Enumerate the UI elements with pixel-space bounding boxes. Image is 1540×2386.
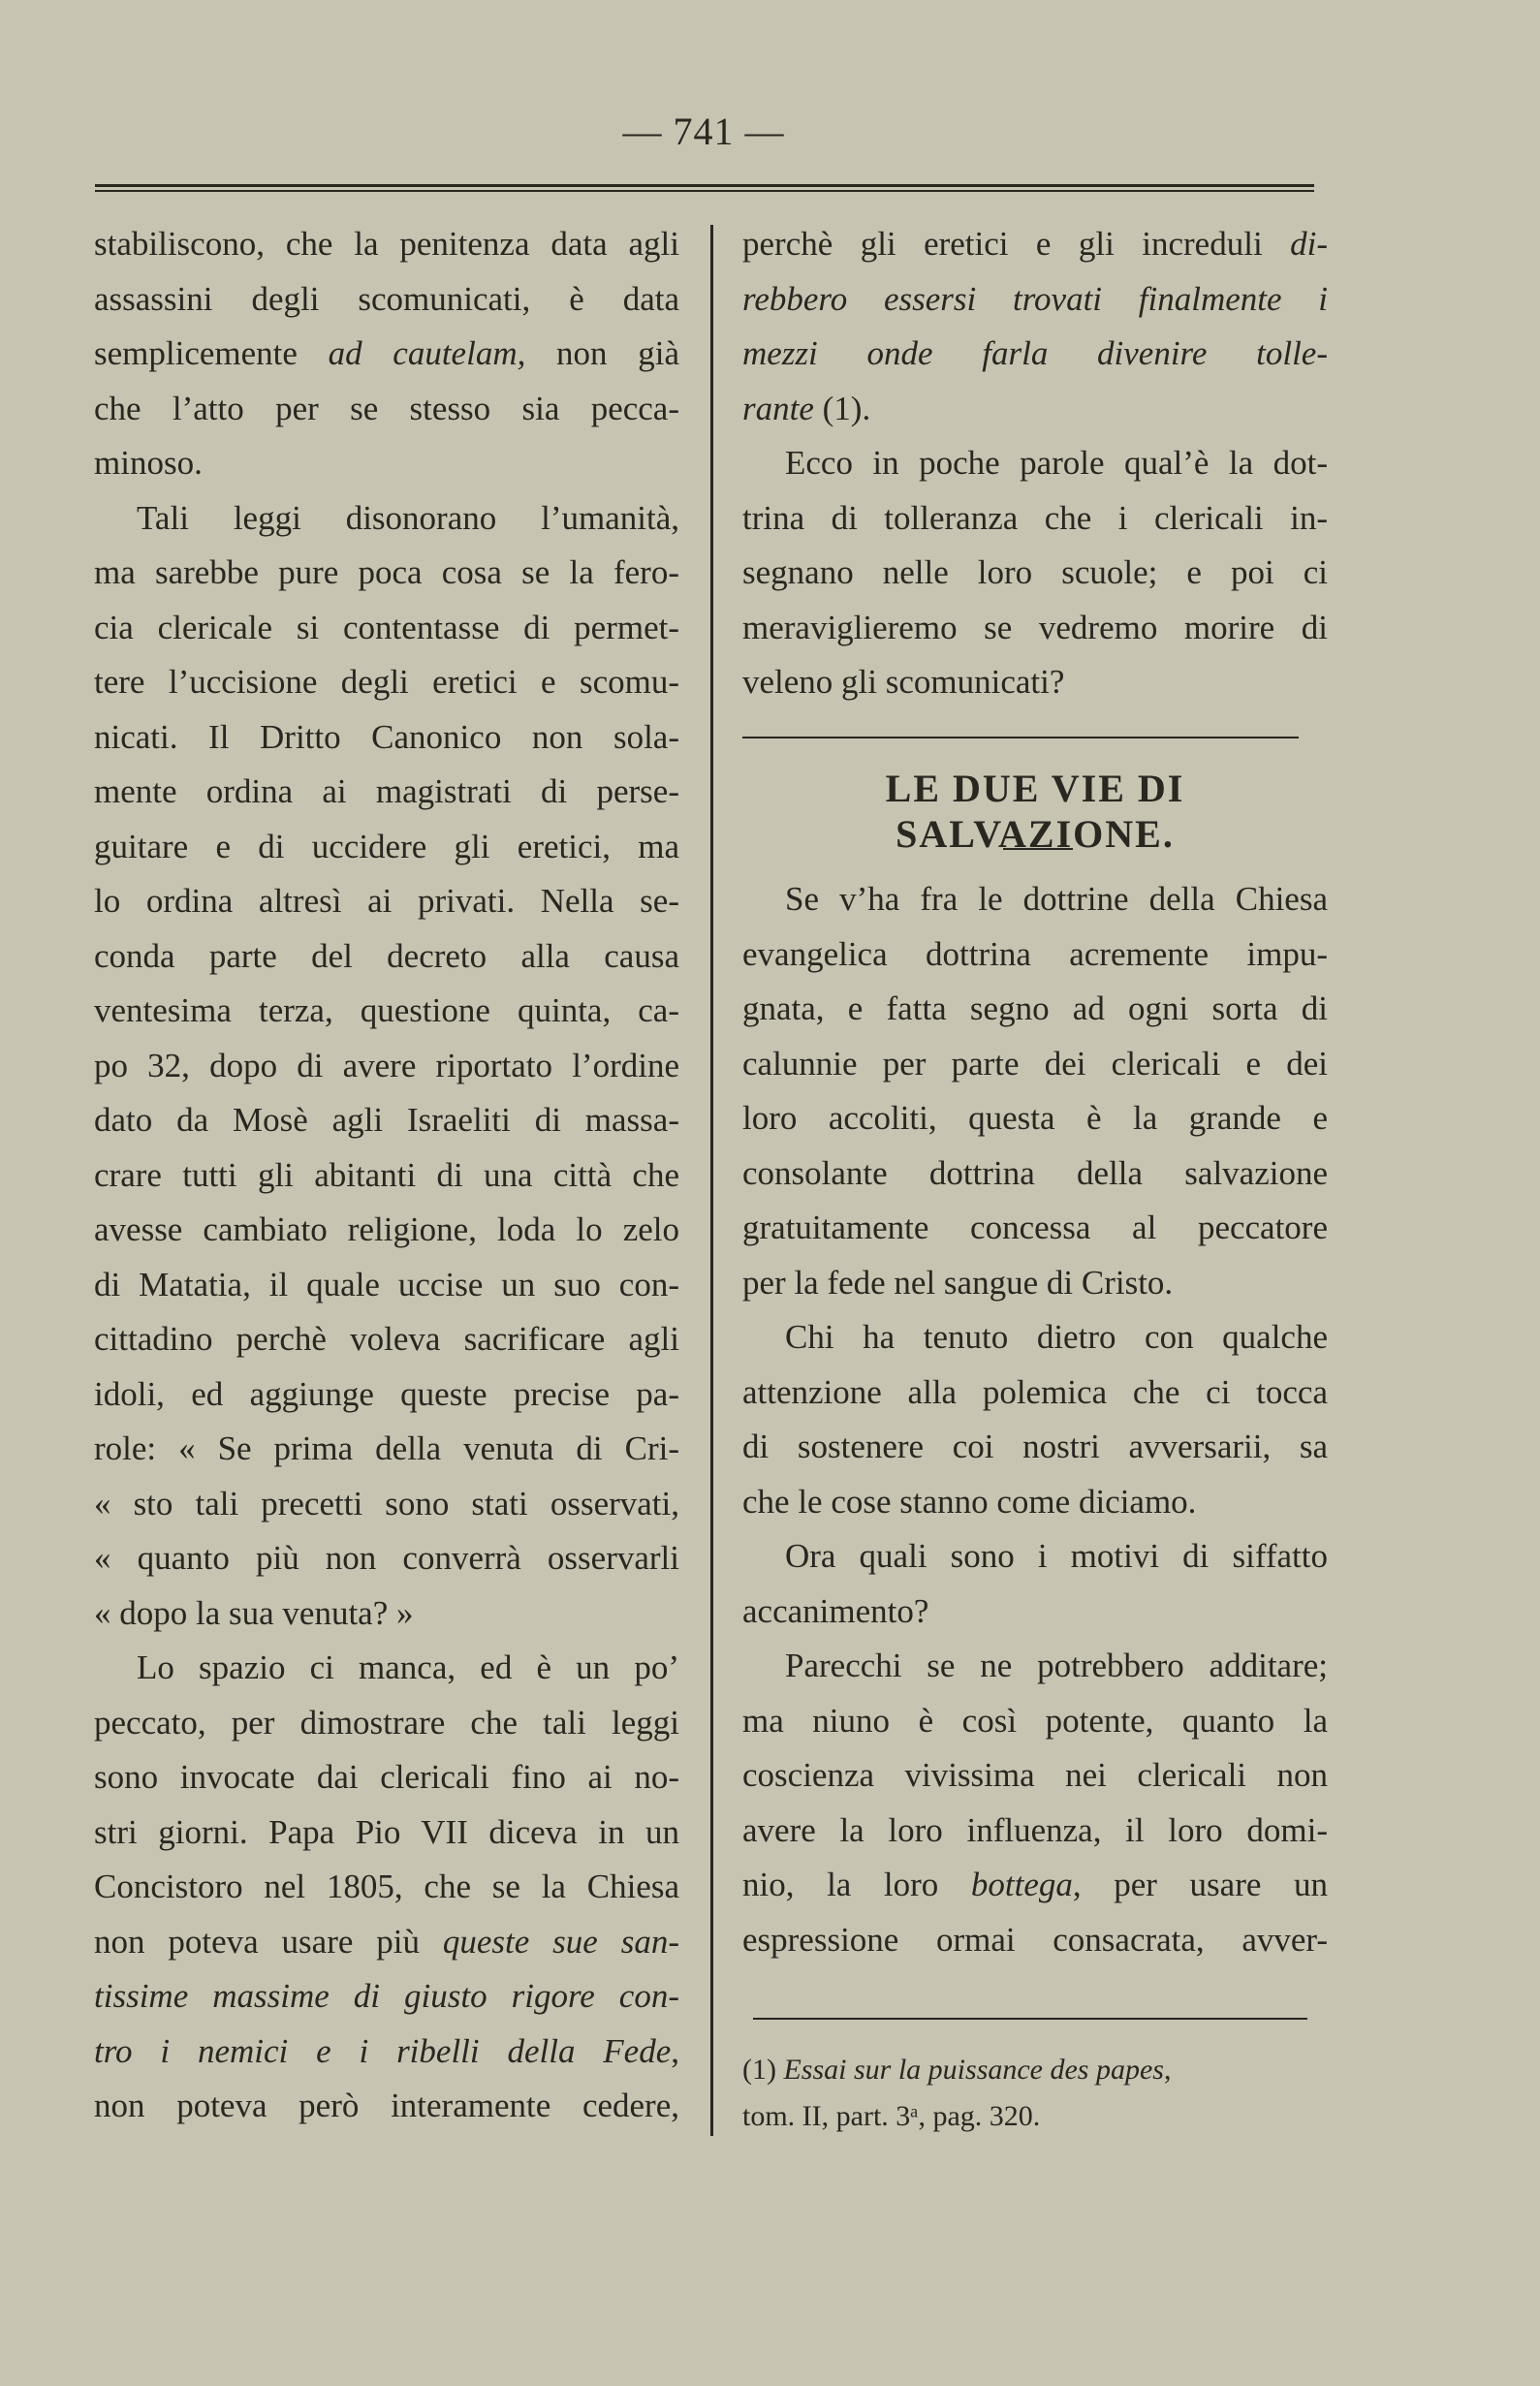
text-line: [742, 2047, 1328, 2093]
line-text: trina di tolleranza che i clericali in-: [742, 498, 1328, 537]
line-text: po 32, dopo di avere riportato l’ordine: [94, 1046, 679, 1084]
line-text: sono invocate dai clericali fino ai no-: [94, 1758, 679, 1796]
text-line: [742, 1366, 1328, 1421]
text-line: [94, 1531, 679, 1586]
line-text: ,: [1163, 2054, 1172, 2086]
text-line: [94, 436, 679, 491]
italic-text: queste sue san-: [442, 1922, 679, 1961]
line-text: che l’atto per se stesso sia pecca-: [94, 389, 679, 427]
line-text: attenzione alla polemica che ci tocca: [742, 1372, 1328, 1411]
line-text: espressione ormai consacrata, avver-: [742, 1920, 1328, 1959]
text-line: [742, 327, 1328, 382]
line-text: crare tutti gli abitanti di una città che: [94, 1155, 679, 1194]
line-text: veleno gli scomunicati?: [742, 663, 1065, 701]
text-line: [94, 1148, 679, 1204]
line-text: nicati. Il Dritto Canonico non sola-: [94, 717, 679, 756]
text-line: [742, 272, 1328, 328]
line-text: minoso.: [94, 444, 203, 482]
line-text: per la fede nel sangue di Cristo.: [742, 1263, 1174, 1302]
text-line: [94, 1039, 679, 1094]
line-text: « quanto più non converrà osservarli: [94, 1539, 679, 1577]
italic-text: tissime massime di giusto rigore con-: [94, 1977, 679, 2015]
line-text: « sto tali precetti sono stati osservati,: [94, 1484, 679, 1523]
line-text: mente ordina ai magistrati di perse-: [94, 772, 679, 810]
line-text: ma sarebbe pure poca cosa se la fero-: [94, 553, 679, 591]
text-line: [742, 1091, 1328, 1146]
text-line: [94, 2079, 679, 2134]
text-line: [742, 546, 1328, 601]
text-line: [742, 1748, 1328, 1804]
right-column-top: [742, 217, 1328, 710]
line-text: peccato, per dimostrare che tali leggi: [94, 1703, 679, 1742]
italic-text: rebbero essersi trovati finalmente i: [742, 279, 1328, 318]
line-text: non poteva usare più: [94, 1922, 443, 1961]
text-line: [742, 2093, 1328, 2140]
line-text: evangelica dottrina acremente impu-: [742, 934, 1328, 973]
text-line: [742, 601, 1328, 656]
text-line: [94, 1093, 679, 1148]
line-text: gnata, e fatta segno ad ogni sorta di: [742, 989, 1328, 1027]
section-title: LE DUE VIE DI SALVAZIONE.: [885, 767, 1185, 856]
text-line: [94, 820, 679, 875]
text-line: [94, 874, 679, 929]
text-line: [94, 1860, 679, 1915]
line-text: ,: [671, 2031, 679, 2070]
text-line: [94, 1696, 679, 1751]
text-line: [742, 655, 1328, 710]
text-line: [94, 1312, 679, 1367]
line-text: gratuitamente concessa al peccatore: [742, 1209, 1328, 1246]
text-line: [94, 272, 679, 328]
text-line: [742, 1694, 1328, 1749]
line-text: coscienza vivissima nei clericali non: [742, 1756, 1328, 1794]
line-text: Ora quali sono i motivi di siffatto: [785, 1537, 1328, 1575]
italic-text: bottega: [970, 1866, 1073, 1903]
text-line: [94, 1422, 679, 1477]
text-line: [94, 546, 679, 601]
line-text: avesse cambiato religione, loda lo zelo: [94, 1210, 679, 1248]
text-line: [94, 1750, 679, 1805]
text-line: [94, 1915, 679, 1970]
line-text: lo ordina altresì ai privati. Nella se-: [94, 882, 679, 920]
text-line: [94, 601, 679, 656]
text-line: [742, 1475, 1328, 1530]
text-line: [742, 1913, 1328, 1968]
line-text: accanimento?: [742, 1591, 929, 1630]
line-text: Se v’ha fra le dottrine della Chiesa: [785, 880, 1328, 918]
text-line: [94, 655, 679, 710]
line-text: cittadino perchè voleva sacrificare agli: [94, 1320, 679, 1358]
line-text: , per usare un: [1072, 1866, 1328, 1903]
text-line: [94, 491, 679, 547]
text-line: [742, 1529, 1328, 1585]
italic-text: di-: [1290, 225, 1328, 263]
footnote: [742, 2047, 1328, 2140]
line-text: loro accoliti, questa è la grande e: [742, 1099, 1328, 1137]
line-text: di sostenere coi nostri avversarii, sa: [742, 1428, 1328, 1465]
line-text: consolante dottrina della salvazione: [742, 1153, 1328, 1192]
section-rule-top: [742, 737, 1299, 738]
italic-text: ad cautelam,: [328, 334, 526, 372]
text-line: [94, 217, 679, 272]
text-line: [742, 1037, 1328, 1092]
italic-text: tro i nemici e i ribelli della Fede: [94, 2031, 672, 2070]
text-line: [94, 1367, 679, 1423]
line-text: che le cose stanno come diciamo.: [742, 1482, 1197, 1521]
text-line: [742, 1420, 1328, 1475]
line-text: (1).: [813, 389, 871, 427]
text-line: [742, 1256, 1328, 1311]
line-text: tom. II, part. 3ᵃ, pag. 320.: [742, 2100, 1041, 2132]
text-line: [742, 872, 1328, 927]
text-line: [742, 1639, 1328, 1694]
text-line: [94, 765, 679, 820]
text-line: [94, 382, 679, 437]
line-text: Chi ha tenuto dietro con qualche: [785, 1318, 1328, 1356]
line-text: tere l’uccisione degli eretici e scomu-: [94, 663, 679, 701]
line-text: stri giorni. Papa Pio VII diceva in un: [94, 1812, 679, 1851]
text-line: [742, 1201, 1328, 1256]
text-line: [742, 1858, 1328, 1913]
text-line: [94, 2025, 679, 2080]
text-line: [742, 491, 1328, 547]
line-text: (1): [742, 2054, 784, 2086]
text-line: [94, 1586, 679, 1642]
text-line: [742, 1804, 1328, 1859]
line-text: Ecco in poche parole qual’è la dot-: [785, 444, 1328, 482]
line-text: non già: [525, 334, 679, 372]
line-text: Parecchi se ne potrebbero additare;: [785, 1647, 1328, 1684]
right-column-bottom: [742, 872, 1328, 1967]
line-text: guitare e di uccidere gli eretici, ma: [94, 827, 679, 865]
text-line: [94, 1203, 679, 1258]
italic-text: mezzi onde farla divenire tolle-: [742, 334, 1328, 372]
text-line: [94, 327, 679, 382]
line-text: assassini degli scomunicati, è data: [94, 279, 679, 318]
text-line: [94, 984, 679, 1039]
line-text: segnano nelle loro scuole; e poi ci: [742, 553, 1328, 591]
line-text: Tali leggi disonorano l’umanità,: [137, 498, 679, 537]
line-text: Concistoro nel 1805, che se la Chiesa: [94, 1868, 679, 1905]
text-line: [742, 382, 1328, 437]
text-line: [742, 217, 1328, 272]
line-text: ventesima terza, questione quinta, ca-: [94, 991, 679, 1029]
italic-text: Essai sur la puissance des papes: [783, 2054, 1164, 2086]
line-text: ma niuno è così potente, quanto la: [742, 1701, 1328, 1740]
text-line: [94, 1477, 679, 1532]
line-text: cia clericale si contentasse di permet-: [94, 608, 679, 646]
line-text: Lo spazio ci manca, ed è un po’: [137, 1648, 679, 1686]
text-line: [742, 1310, 1328, 1366]
footnote-rule: [753, 2018, 1307, 2020]
text-line: [94, 710, 679, 766]
line-text: calunnie per parte dei clericali e dei: [742, 1044, 1328, 1083]
text-line: [742, 982, 1328, 1037]
text-line: [742, 1146, 1328, 1202]
text-line: [742, 927, 1328, 983]
left-column: [94, 217, 679, 2134]
text-line: [742, 436, 1328, 491]
italic-text: rante: [742, 389, 814, 427]
line-text: stabiliscono, che la penitenza data agli: [94, 225, 679, 263]
line-text: semplicemente: [94, 334, 329, 372]
line-text: nio, la loro: [742, 1866, 971, 1903]
line-text: conda parte del decreto alla causa: [94, 936, 679, 975]
text-line: [742, 1585, 1328, 1640]
text-line: [94, 929, 679, 985]
line-text: perchè gli eretici e gli increduli: [742, 225, 1291, 263]
page-number: — 741 —: [622, 110, 785, 153]
text-line: [94, 1969, 679, 2025]
line-text: meraviglieremo se vedremo morire di: [742, 608, 1328, 646]
header-rule: [95, 184, 1314, 192]
section-rule-short: [1003, 848, 1073, 850]
line-text: avere la loro influenza, il loro domi-: [742, 1810, 1328, 1849]
line-text: dato da Mosè agli Israeliti di massa-: [94, 1101, 679, 1139]
line-text: non poteva però interamente cedere,: [94, 2087, 679, 2124]
line-text: role: « Se prima della venuta di Cri-: [94, 1429, 679, 1467]
text-line: [94, 1641, 679, 1696]
text-line: [94, 1805, 679, 1861]
line-text: di Matatia, il quale uccise un suo con-: [94, 1265, 679, 1303]
line-text: « dopo la sua venuta? »: [94, 1593, 414, 1632]
line-text: idoli, ed aggiunge queste precise pa-: [94, 1374, 679, 1413]
column-divider: [710, 225, 713, 2136]
text-line: [94, 1258, 679, 1313]
